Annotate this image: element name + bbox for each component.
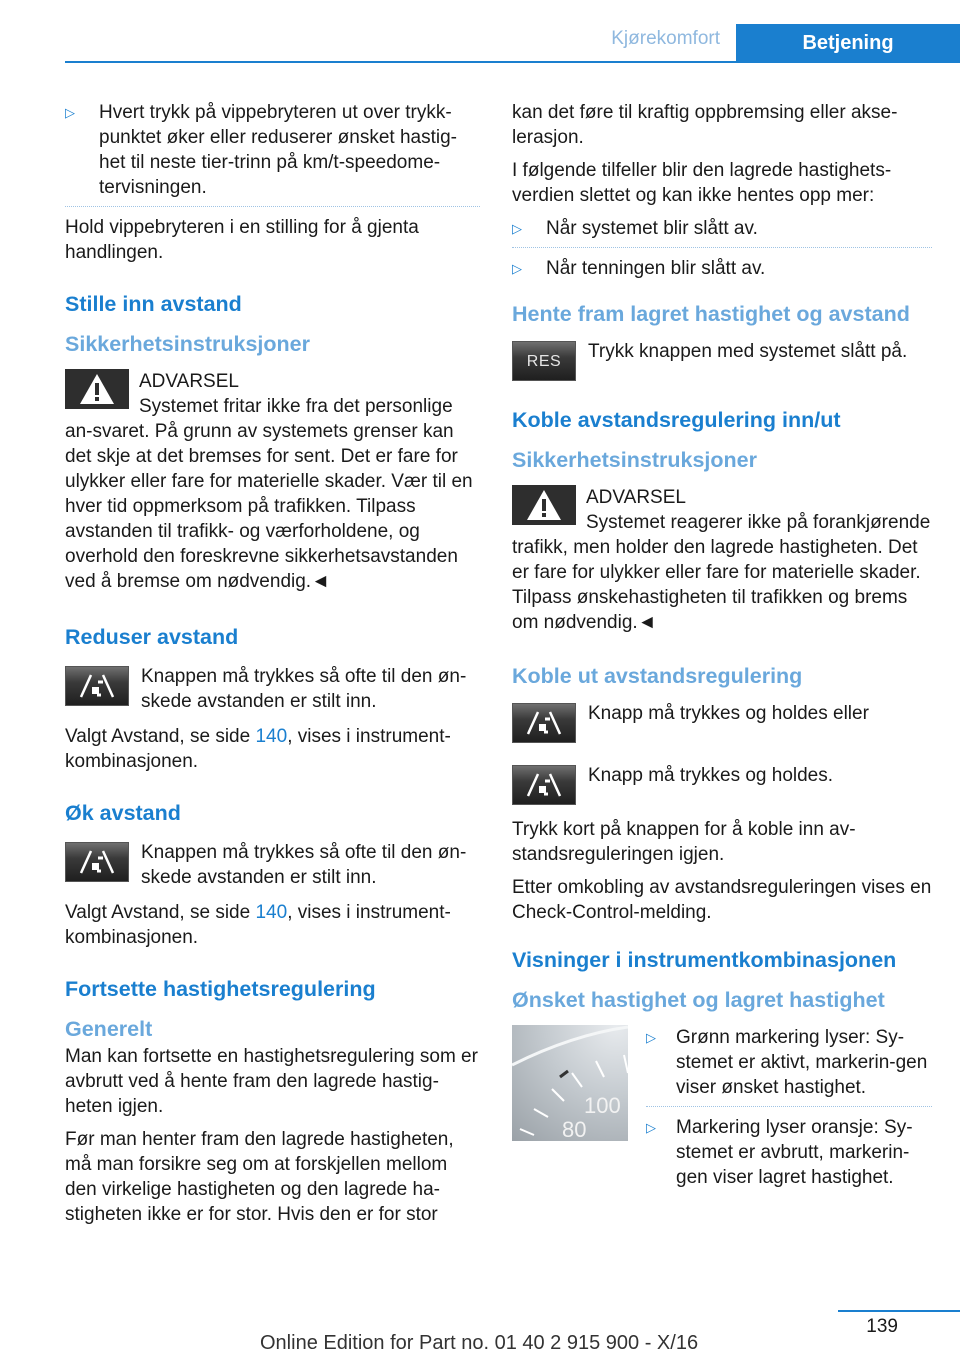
list-item	[512, 216, 932, 248]
speedometer-section	[512, 1025, 932, 1198]
paragraph: kan det føre til kraftig oppbremsing eller akse-lerasjon.	[512, 102, 898, 148]
button-instruction	[512, 701, 932, 743]
heading-onsket-hastighet: Ønsket hastighet og lagret hastighet	[512, 988, 885, 1012]
bullet-triangle-icon: ▷	[646, 1030, 656, 1045]
text-span: , vises i instrument-kombinasjonen.	[65, 726, 451, 772]
list-item	[65, 100, 480, 207]
heading-reduser-avstand: Reduser avstand	[65, 625, 239, 649]
button-instruction-text: Trykk knappen med systemet slått på.	[588, 341, 908, 362]
button-instruction	[65, 840, 480, 890]
distance-button-icon	[512, 765, 576, 805]
warning-title: ADVARSEL	[139, 371, 239, 392]
heading-stille-inn-avstand: Stille inn avstand	[65, 292, 242, 316]
heading-hente-fram: Hente fram lagret hastighet og avstand	[512, 302, 910, 326]
right-column	[512, 100, 932, 1208]
button-instruction-text: Knapp må trykkes og holdes eller	[588, 703, 869, 724]
speedometer-image	[512, 1025, 628, 1141]
bullet-triangle-icon: ▷	[646, 1120, 656, 1135]
list-item	[512, 256, 932, 281]
gauge-label-100: 100	[584, 1093, 621, 1118]
heading-koble-ut: Koble ut avstandsregulering	[512, 664, 803, 688]
heading-sikkerhetsinstruksjoner: Sikkerhetsinstruksjoner	[65, 332, 310, 356]
header-section-title: Kjørekomfort	[611, 28, 720, 49]
edition-text: Online Edition for Part no. 01 40 2 915 900 - X/16	[260, 1332, 699, 1354]
list-item-text: Hvert trykk på vippebryteren ut over trykk-punktet øker eller reduserer ønsket hastig-het til neste tier-trinn på km/t-speedome-tervisningen.	[99, 102, 457, 198]
paragraph: I følgende tilfeller blir den lagrede hastighets-verdien slettet og kan ikke hentes opp mer:	[512, 160, 892, 206]
distance-button-icon	[512, 703, 576, 743]
button-instruction-text: Knapp må trykkes og holdes.	[588, 765, 834, 786]
paragraph: Hold vippebryteren i en stilling for å gjenta handlingen.	[65, 217, 419, 263]
warning-title: ADVARSEL	[586, 487, 686, 508]
header-chapter-tab[interactable]: Betjening	[736, 24, 960, 62]
footer-rule	[838, 1310, 960, 1312]
heading-visninger: Visninger i instrumentkombinasjonen	[512, 948, 897, 972]
paragraph: Før man henter fram den lagrede hastigheten, må man forsikre seg om at forskjellen mellom den virkelige hastigheten og den lagrede ha-stigheten ikke er for stor. Hvis den er for stor	[65, 1129, 454, 1225]
text-span: Valgt Avstand, se side	[65, 726, 256, 747]
distance-button-icon	[65, 666, 129, 706]
distance-button-icon	[65, 842, 129, 882]
list-item-text: Markering lyser oransje: Sy-stemet er avbrutt, markerin-gen viser lagret hastighet.	[676, 1117, 913, 1188]
heading-generelt: Generelt	[65, 1017, 153, 1041]
speedometer-notes	[646, 1025, 932, 1198]
gauge-label-80: 80	[562, 1117, 587, 1142]
list-item	[646, 1115, 932, 1190]
list-item-text: Grønn markering lyser: Sy-stemet er aktivt, markerin-gen viser ønsket hastighet.	[676, 1027, 928, 1098]
warning-triangle-icon	[512, 485, 576, 525]
header-rule	[65, 61, 960, 63]
list-item-text: Når systemet blir slått av.	[546, 218, 758, 239]
warning-text: Systemet fritar ikke fra det personlige an-svaret. På grunn av systemets grenser kan det skje at det bremses for sent. Det er fare for ulykker eller fare for materielle skader. Vær til en hver tid oppmerksom på trafikken. Tilpass avstanden til trafikk- og værforholdene, og overhold den foreskrevne sikkerhetsavstanden ved å bremse om nødvendig.◄	[65, 396, 473, 592]
paragraph: Man kan fortsette en hastighetsregulering som er avbrutt ved å hente fram den lagrede hastig-heten igjen.	[65, 1046, 478, 1117]
paragraph: Etter omkobling av avstandsreguleringen vises en Check-Control-melding.	[512, 877, 932, 923]
left-column	[65, 100, 480, 1235]
button-instruction	[512, 763, 932, 805]
heading-fortsette: Fortsette hastighetsregulering	[65, 977, 376, 1001]
paragraph	[65, 900, 480, 950]
heading-ok-avstand: Øk avstand	[65, 801, 181, 825]
list-item	[646, 1025, 932, 1107]
warning-text: Systemet reagerer ikke på forankjørende trafikk, men holder den lagrede hastigheten. Det er fare for ulykker eller fare for materielle skader. Tilpass ønskehastigheten til trafikken og brems om nødvendig.◄	[512, 512, 931, 633]
bullet-triangle-icon: ▷	[512, 261, 522, 276]
button-instruction	[512, 339, 932, 381]
res-button-icon: RES	[512, 341, 576, 381]
warning-block	[512, 485, 932, 635]
page-link[interactable]: 140	[255, 726, 288, 747]
text-span: , vises i instrument-kombinasjonen.	[65, 902, 451, 948]
list-item-text: Når tenningen blir slått av.	[546, 258, 766, 279]
paragraph: Trykk kort på knappen for å koble inn av-standsreguleringen igjen.	[512, 819, 856, 865]
page-number: 139	[866, 1316, 898, 1337]
button-instruction-text: Knappen må trykkes så ofte til den øn-skede avstanden er stilt inn.	[141, 666, 467, 712]
button-instruction	[65, 664, 480, 714]
bullet-triangle-icon: ▷	[65, 105, 75, 120]
paragraph	[65, 724, 480, 774]
page-link[interactable]: 140	[255, 902, 288, 923]
text-span: Valgt Avstand, se side	[65, 902, 256, 923]
button-instruction-text: Knappen må trykkes så ofte til den øn-skede avstanden er stilt inn.	[141, 842, 467, 888]
heading-sikkerhetsinstruksjoner: Sikkerhetsinstruksjoner	[512, 448, 757, 472]
warning-triangle-icon	[65, 369, 129, 409]
bullet-triangle-icon: ▷	[512, 221, 522, 236]
heading-koble-avstandsregulering: Koble avstandsregulering inn/ut	[512, 408, 841, 432]
warning-block	[65, 369, 480, 594]
